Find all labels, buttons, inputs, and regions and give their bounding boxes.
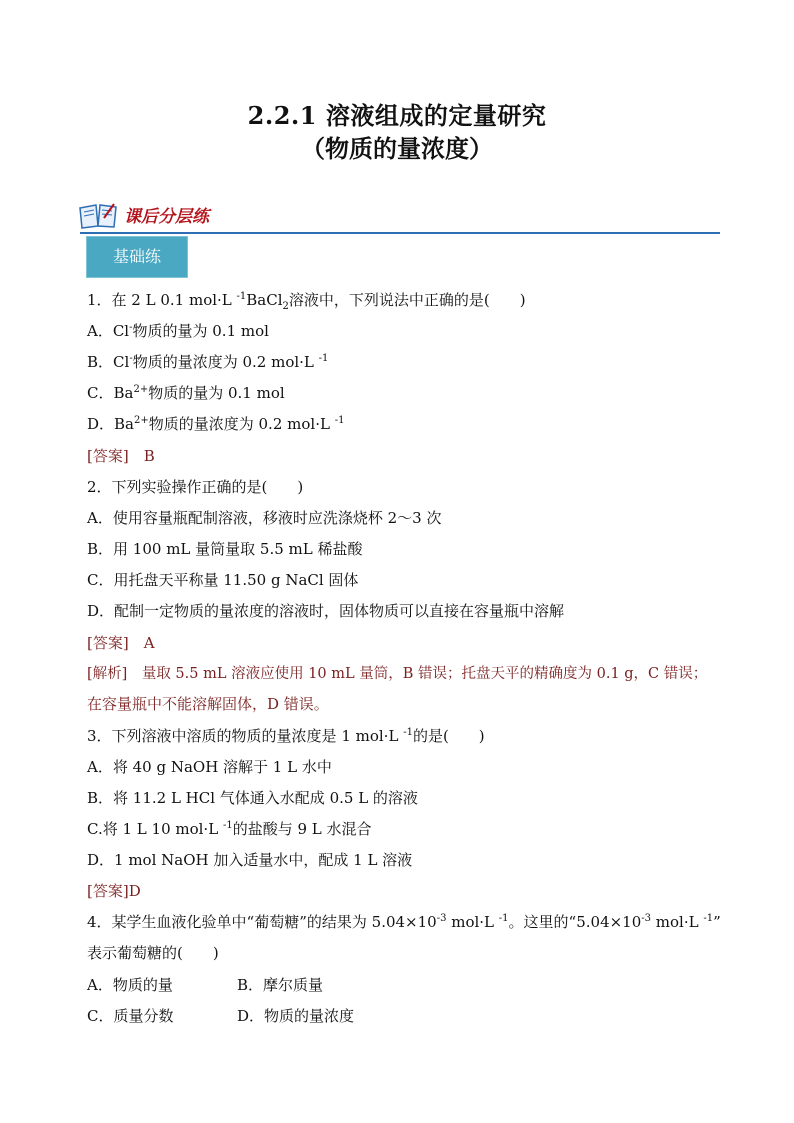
q3-option-b: B．将 11.2 L HCl 气体通入水配成 0.5 L 的溶液: [87, 789, 418, 807]
q4-option-c: C．质量分数: [87, 1007, 174, 1025]
q4-option-d: D．物质的量浓度: [237, 1007, 355, 1025]
q2-option-c: C．用托盘天平称量 11.50 g NaCl 固体: [87, 571, 359, 589]
q4-options-row2: [87, 1006, 354, 1026]
q2-answer: [答案] A: [87, 634, 155, 652]
q3-answer: [答案]D: [87, 882, 141, 900]
page-subtitle: （物质的量浓度）: [301, 134, 493, 163]
q1-option-d: D．$Ba^{2+}$物质的量浓度为 0.2 mol·L $^{-1}$: [87, 415, 345, 433]
q1-option-c: C．$Ba^{2+}$物质的量为 0.1 mol: [87, 384, 285, 402]
q3-option-d: D．1 mol NaOH 加入适量水中，配成 1 L 溶液: [87, 851, 413, 869]
q2-explanation-line1: [解析] 量取 5.5 mL 溶液应使用 10 mL 量筒，B 错误；托盘天平的精确度为 0.1 g，C 错误；: [87, 666, 708, 682]
q3-option-a: A．将 40 g NaOH 溶解于 1 L 水中: [87, 758, 332, 776]
level-badge: 基础练: [86, 236, 188, 278]
q1-option-b: B．Cl-物质的量浓度为 0.2 mol·L $^{-1}$: [87, 353, 329, 371]
q3-stem: 3．下列溶液中溶质的物质的量浓度是 1 mol·L $^{-1}$的是( ): [87, 727, 485, 745]
q4-option-a: A．物质的量: [87, 976, 173, 994]
q4-stem-line2: 表示葡萄糖的( ): [87, 944, 219, 962]
q2-option-a: A．使用容量瓶配制溶液，移液时应洗涤烧杯 2～3 次: [87, 509, 442, 527]
book-icon: [78, 202, 118, 230]
q4-options-row1: [87, 975, 323, 995]
q1-option-a: A．Cl-物质的量为 0.1 mol: [87, 322, 269, 340]
q4-option-b: B．摩尔质量: [237, 976, 324, 994]
q2-stem: 2．下列实验操作正确的是( ): [87, 478, 304, 496]
q3-option-c: C.将 1 L 10 mol·L $^{-1}$的盐酸与 9 L 水混合: [87, 820, 372, 838]
section-title: 课后分层练: [124, 207, 209, 227]
q1-answer: [答案] B: [87, 447, 155, 465]
page-title: 2.2.1 溶液组成的定量研究: [247, 101, 547, 130]
q2-option-d: D．配制一定物质的量浓度的溶液时，固体物质可以直接在容量瓶中溶解: [87, 602, 565, 620]
q1-stem: 1．在 2 L 0.1 mol·L $^{-1}$BaCl$_2$溶液中，下列说法中正确的是( ): [87, 291, 526, 312]
q4-stem: 4．某学生血液化验单中“葡萄糖”的结果为 $5.04\times 10^{-3}$ mol·L $^{-1}$。这里的“$5.04\times 10^{-3}$ mol·L $^{-1}$”: [87, 913, 721, 931]
q2-explanation-line2: 在容量瓶中不能溶解固体，D 错误。: [87, 695, 329, 713]
q2-option-b: B．用 100 mL 量筒量取 5.5 mL 稀盐酸: [87, 540, 363, 558]
section-divider: [80, 232, 720, 234]
